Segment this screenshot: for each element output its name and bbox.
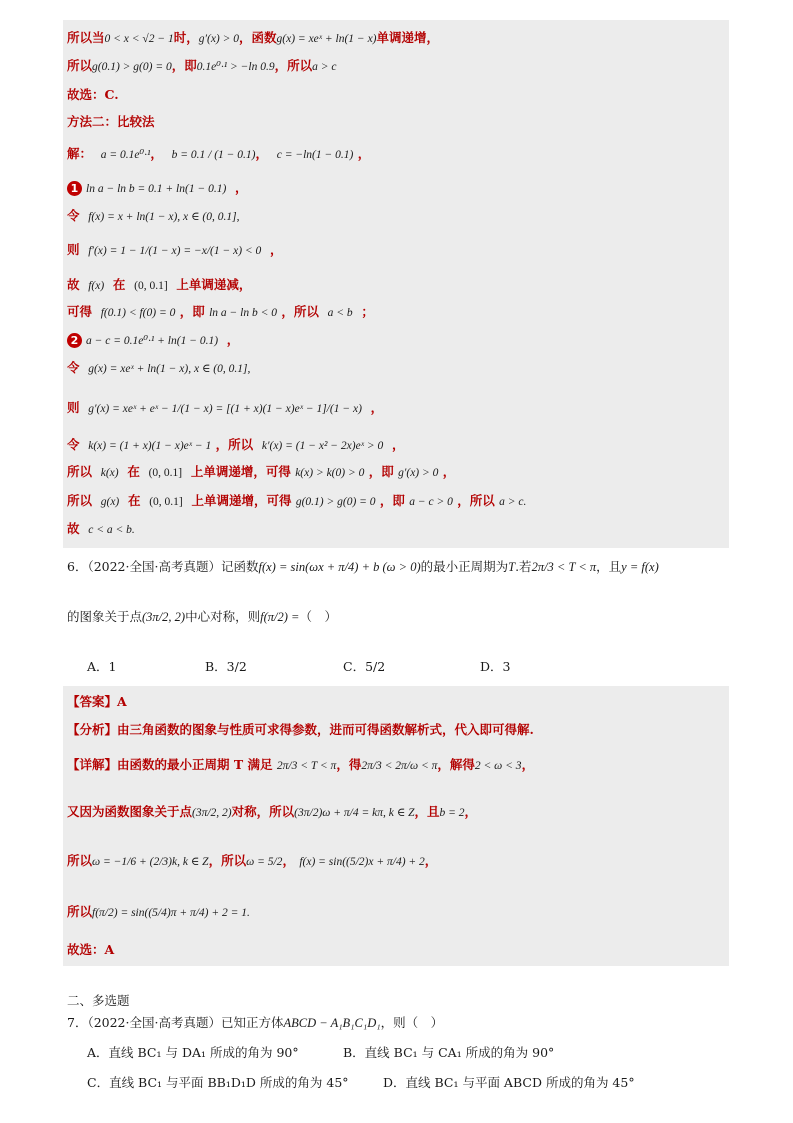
- solution-line: 方法二：比较法: [67, 114, 155, 129]
- question-7-stem: 7．（2022·全国·高考真题）已知正方体ABCD − A₁B₁C₁D₁，则（ ）: [67, 1015, 444, 1030]
- question-6-stem: 6．（2022·全国·高考真题）记函数f(x) = sin(ωx + π/4) + b (ω > 0)的最小正周期为T.若2π/3 < T < π，且y = f(x): [67, 559, 659, 574]
- option-b: B．直线 BC₁ 与 CA₁ 所成的角为 90°: [343, 1045, 555, 1060]
- option-a: A．1: [87, 659, 117, 674]
- detail-line: 【详解】由函数的最小正周期 T 满足 2π/3 < T < π，得2π/3 < 2π/ω < π，解得2 < ω < 3，: [67, 757, 535, 772]
- option-d: D．直线 BC₁ 与平面 ABCD 所成的角为 45°: [383, 1075, 635, 1090]
- solution-line: 令 g(x) = xeˣ + ln(1 − x), x ∈ (0, 0.1],: [67, 360, 251, 375]
- solution-line: 则 f′(x) = 1 − 1/(1 − x) = −x/(1 − x) < 0 ，: [67, 242, 283, 257]
- solution-line: 2 a − c = 0.1e⁰·¹ + ln(1 − 0.1) ，: [67, 332, 239, 349]
- analysis-text: 【分析】由三角函数的图象与性质可求得参数，进而可得函数解析式，代入即可得解.: [67, 722, 534, 737]
- section-title: 二、多选题: [67, 993, 130, 1008]
- solution-line: 令 k(x) = (1 + x)(1 − x)eˣ − 1 ，所以 k′(x) = (1 − x² − 2x)eˣ > 0 ，: [67, 437, 405, 452]
- solution-line: 故 c < a < b.: [67, 521, 135, 536]
- solution-line: 则 g′(x) = xeˣ + eˣ − 1/(1 − x) = [(1 + x)(1 − x)eˣ − 1]/(1 − x) ，: [67, 400, 384, 415]
- option-c: C．5/2: [343, 659, 386, 674]
- solution-line: 1 ln a − ln b = 0.1 + ln(1 − 0.1) ，: [67, 180, 248, 197]
- solution-line: 所以g(0.1) > g(0) = 0，即0.1e⁰·¹ > −ln 0.9，所以a > c: [67, 58, 337, 73]
- solution-line: 令 f(x) = x + ln(1 − x), x ∈ (0, 0.1],: [67, 208, 240, 223]
- solution-line: 可得 f(0.1) < f(0) = 0 ，即 ln a − ln b < 0 ，所以 a < b ；: [67, 304, 374, 319]
- solution-line: 所以 k(x) 在 (0, 0.1] 上单调递增，可得 k(x) > k(0) > 0 ，即 g′(x) > 0 ，: [67, 464, 456, 479]
- detail-line: 故选：A: [67, 942, 115, 957]
- option-b: B．3/2: [205, 659, 247, 674]
- detail-line: 又因为函数图象关于点(3π/2, 2)对称，所以(3π/2)ω + π/4 = kπ, k ∈ Z，且b = 2，: [67, 804, 478, 819]
- detail-line: 所以f(π/2) = sin((5/4)π + π/4) + 2 = 1.: [67, 904, 250, 919]
- solution-line: 所以当0 < x < √2 − 1时，g′(x) > 0，函数g(x) = xeˣ + ln(1 − x)单调递增，: [67, 30, 440, 45]
- question-6-stem-line2: 的图象关于点(3π/2, 2)中心对称，则f(π/2) =（ ）: [67, 609, 337, 624]
- solution-line: 解： a = 0.1e⁰·¹， b = 0.1 / (1 − 0.1)， c = −ln(1 − 0.1) ，: [67, 146, 371, 161]
- option-a: A．直线 BC₁ 与 DA₁ 所成的角为 90°: [87, 1045, 299, 1060]
- option-d: D．3: [480, 659, 511, 674]
- solution-line: 所以 g(x) 在 (0, 0.1] 上单调递增，可得 g(0.1) > g(0) = 0 ，即 a − c > 0 ，所以 a > c.: [67, 493, 527, 508]
- answer-label: 【答案】A: [67, 694, 127, 709]
- solution-line: 故选：C.: [67, 87, 119, 102]
- solution-line: 故 f(x) 在 (0, 0.1] 上单调递减，: [67, 277, 252, 292]
- detail-line: 所以ω = −1/6 + (2/3)k, k ∈ Z，所以ω = 5/2， f(x) = sin((5/2)x + π/4) + 2，: [67, 853, 438, 868]
- circled-number-1: 1: [67, 181, 82, 196]
- option-c: C．直线 BC₁ 与平面 BB₁D₁D 所成的角为 45°: [87, 1075, 349, 1090]
- circled-number-2: 2: [67, 333, 82, 348]
